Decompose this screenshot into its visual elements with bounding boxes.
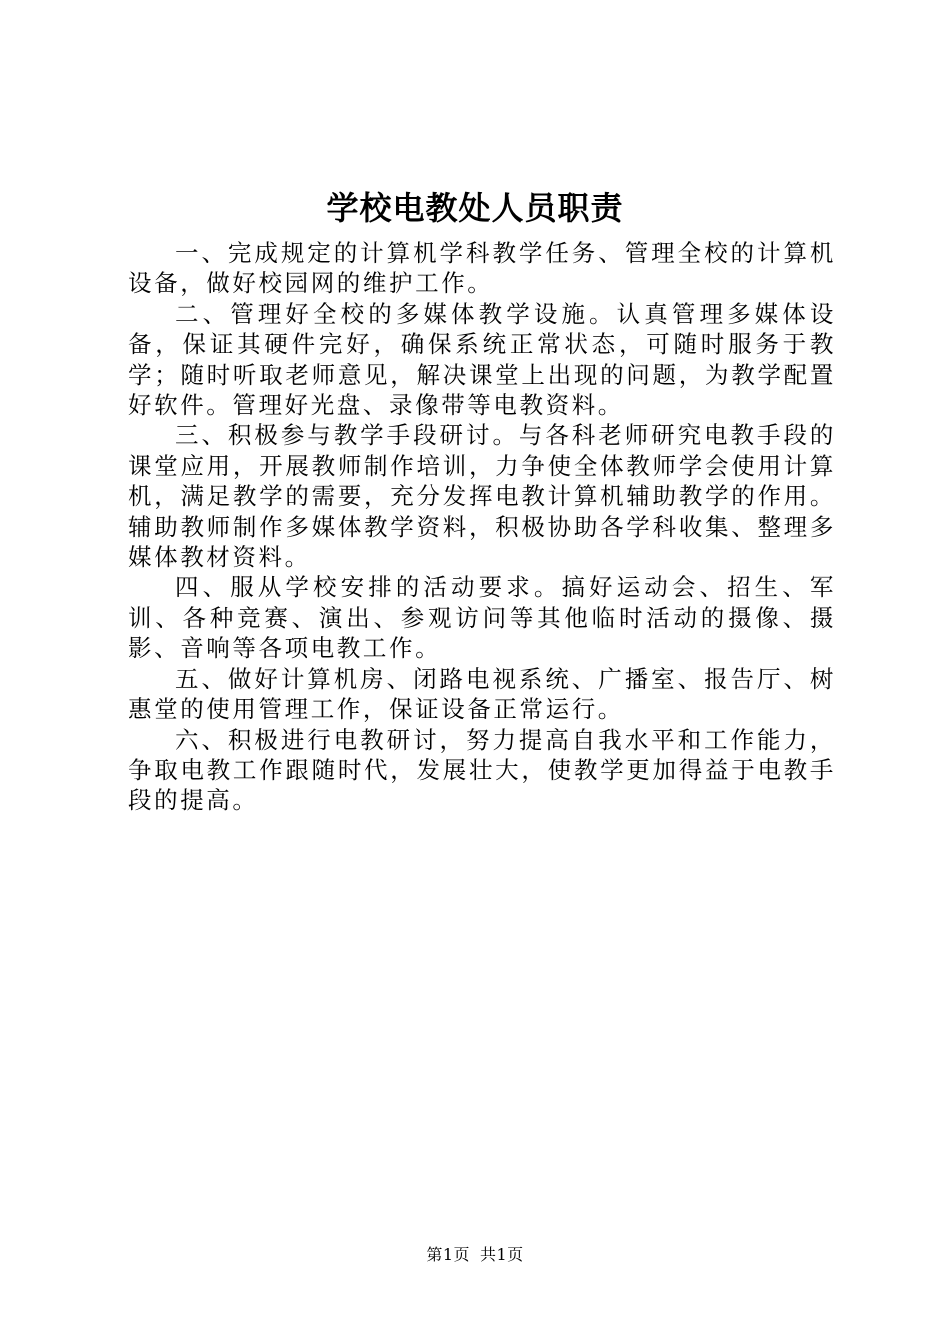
paragraph-6: 六、积极进行电教研讨，努力提高自我水平和工作能力，争取电教工作跟随时代，发展壮大，使教学更加得益于电教手段的提高。 <box>128 725 836 815</box>
paragraph-2: 二、管理好全校的多媒体教学设施。认真管理多媒体设备，保证其硬件完好，确保系统正常状态，可随时服务于教学；随时听取老师意见，解决课堂上出现的问题，为教学配置好软件。管理好光盘、录像带等电教资料。 <box>128 299 836 420</box>
paragraph-3: 三、积极参与教学手段研讨。与各科老师研究电教手段的课堂应用，开展教师制作培训，力争使全体教师学会使用计算机，满足教学的需要，充分发挥电教计算机辅助教学的作用。辅助教师制作多媒体教学资料，积极协助各学科收集、整理多媒体教材资料。 <box>128 421 836 572</box>
page-footer <box>0 1244 950 1266</box>
page-number-total: 共1页 <box>480 1245 524 1264</box>
paragraph-5: 五、做好计算机房、闭路电视系统、广播室、报告厅、树惠堂的使用管理工作，保证设备正常运行。 <box>128 664 836 724</box>
page-title: 学校电教处人员职责 <box>326 189 624 227</box>
paragraph-4: 四、服从学校安排的活动要求。搞好运动会、招生、军训、各种竞赛、演出、参观访问等其他临时活动的摄像、摄影、音响等各项电教工作。 <box>128 573 836 663</box>
document-body <box>128 238 836 816</box>
page-number-current: 第1页 <box>426 1245 470 1264</box>
paragraph-1: 一、完成规定的计算机学科教学任务、管理全校的计算机设备，做好校园网的维护工作。 <box>128 239 836 298</box>
